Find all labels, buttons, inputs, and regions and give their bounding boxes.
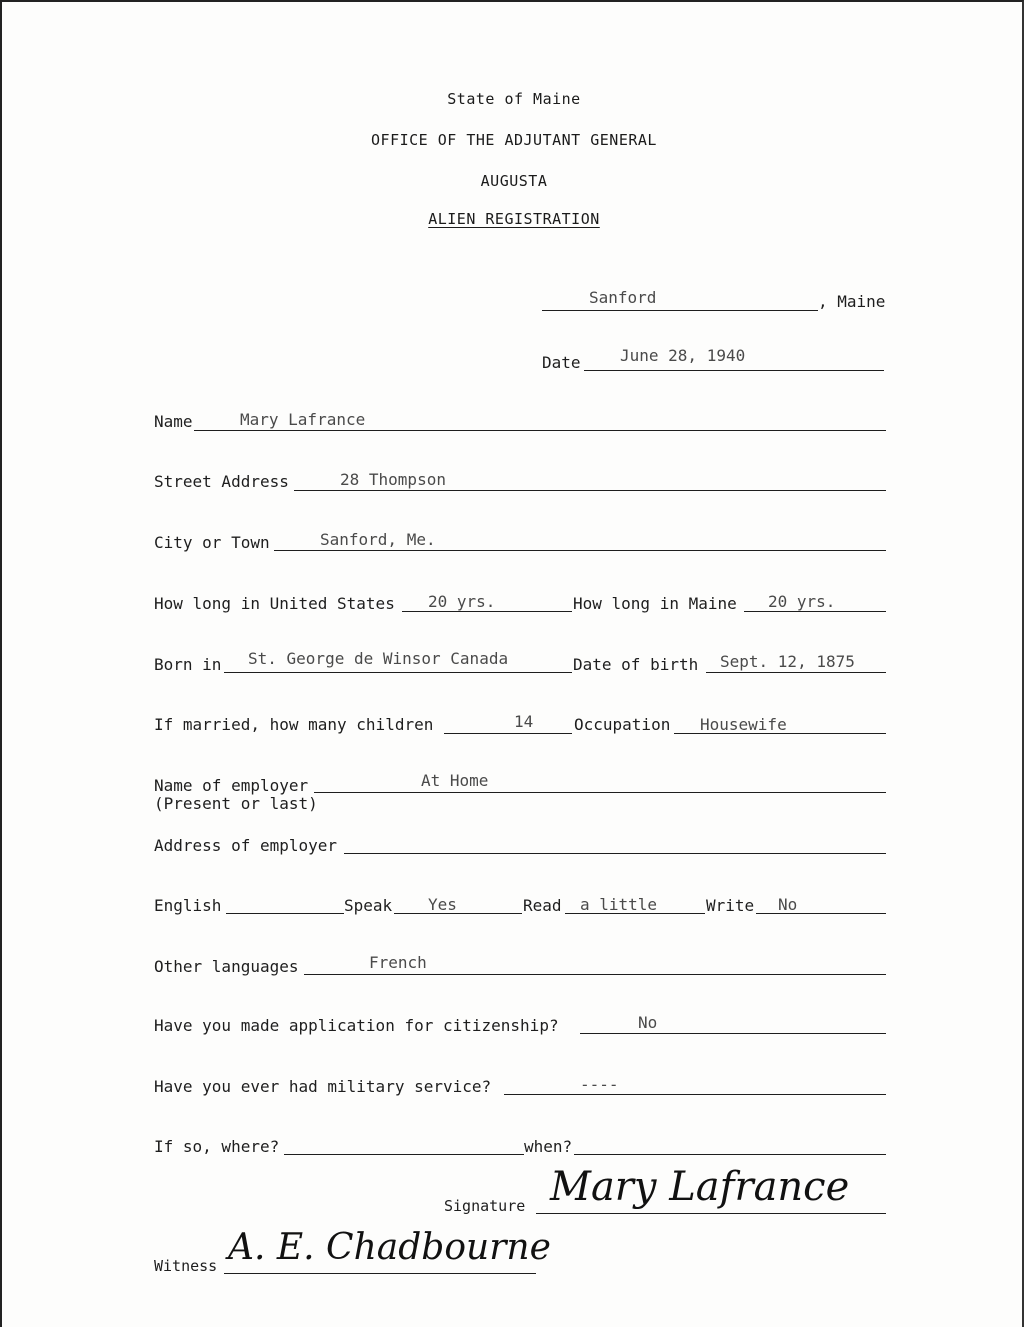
years-maine-value: 20 yrs.: [768, 592, 836, 611]
years-us-line: [402, 611, 572, 612]
english-line: [226, 913, 344, 914]
form-title: ALIEN REGISTRATION: [428, 210, 600, 228]
employer-address-line: [344, 853, 886, 854]
english-label: English: [154, 896, 222, 915]
city-value: Sanford, Me.: [320, 530, 436, 549]
employer-address-label: Address of employer: [154, 836, 338, 855]
street-line: [294, 490, 886, 491]
read-value: a little: [580, 895, 658, 914]
office-heading: OFFICE OF THE ADJUTANT GENERAL: [371, 131, 657, 149]
when-label: when?: [524, 1137, 573, 1156]
years-maine-label: How long in Maine: [573, 594, 737, 613]
employer-label: Name of employer: [154, 776, 309, 795]
name-label: Name: [154, 412, 193, 431]
other-languages-label: Other languages: [154, 957, 299, 976]
city-line: [274, 550, 886, 551]
speak-value: Yes: [428, 895, 457, 914]
town-line: [542, 310, 818, 311]
employer-line: [314, 792, 886, 793]
children-value: 14: [514, 712, 534, 731]
other-languages-line: [304, 974, 886, 975]
citizenship-value: No: [638, 1013, 658, 1032]
occupation-value: Housewife: [700, 715, 787, 734]
town-value: Sanford: [589, 288, 657, 307]
state-suffix: , Maine: [818, 292, 886, 311]
where-label: If so, where?: [154, 1137, 280, 1156]
military-line: [504, 1094, 886, 1095]
signature-handwriting: Mary Lafrance: [550, 1164, 850, 1210]
name-line: [194, 430, 886, 431]
date-label: Date: [542, 353, 581, 372]
witness-line: [224, 1273, 536, 1274]
street-label: Street Address: [154, 472, 289, 491]
state-heading: State of Maine: [447, 90, 581, 108]
citizenship-label: Have you made application for citizenship?: [154, 1016, 559, 1035]
employer-sublabel: (Present or last): [154, 794, 318, 813]
signature-label: Signature: [444, 1197, 526, 1215]
children-line: [444, 733, 572, 734]
employer-value: At Home: [421, 771, 489, 790]
birth-date-label: Date of birth: [573, 655, 699, 674]
years-us-value: 20 yrs.: [428, 592, 496, 611]
military-label: Have you ever had military service?: [154, 1077, 492, 1096]
write-line: [756, 913, 886, 914]
speak-line: [394, 913, 522, 914]
where-line: [284, 1154, 524, 1155]
witness-handwriting: A. E. Chadbourne: [228, 1227, 551, 1268]
write-value: No: [778, 895, 798, 914]
date-value: June 28, 1940: [620, 346, 746, 365]
years-maine-line: [744, 611, 886, 612]
birth-date-value: Sept. 12, 1875: [720, 652, 855, 671]
when-line: [574, 1154, 886, 1155]
birth-date-line: [706, 672, 886, 673]
other-languages-value: French: [369, 953, 427, 972]
city-label: City or Town: [154, 533, 270, 552]
name-value: Mary Lafrance: [240, 410, 366, 429]
citizenship-line: [580, 1033, 886, 1034]
street-value: 28 Thompson: [340, 470, 446, 489]
born-value: St. George de Winsor Canada: [248, 649, 509, 668]
date-line: [584, 370, 884, 371]
speak-label: Speak: [344, 896, 393, 915]
write-label: Write: [706, 896, 755, 915]
military-value: ----: [580, 1075, 619, 1094]
signature-line: [536, 1213, 886, 1214]
years-us-label: How long in United States: [154, 594, 395, 613]
occupation-label: Occupation: [574, 715, 671, 734]
born-label: Born in: [154, 655, 222, 674]
born-line: [224, 672, 572, 673]
witness-label: Witness: [154, 1257, 218, 1275]
city-heading: AUGUSTA: [480, 172, 548, 190]
children-label: If married, how many children: [154, 715, 434, 734]
read-label: Read: [523, 896, 562, 915]
